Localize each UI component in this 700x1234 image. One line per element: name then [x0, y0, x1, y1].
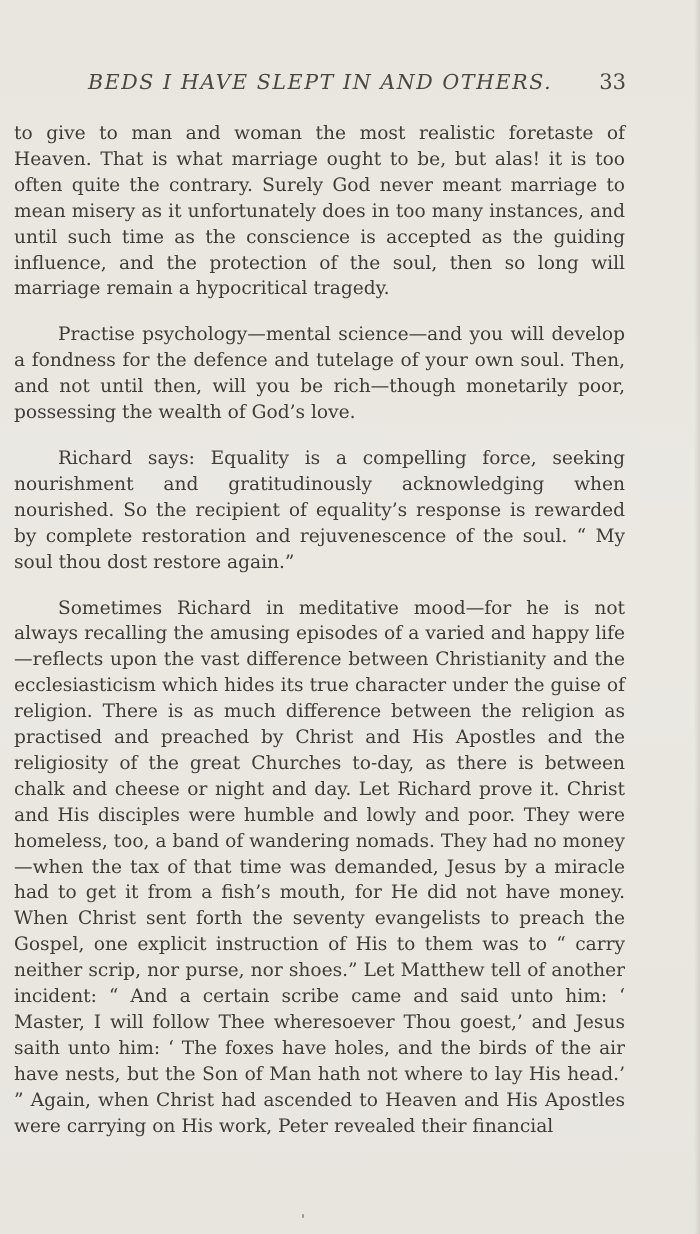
paper-speck — [302, 1214, 304, 1218]
page-edge-shadow — [694, 0, 700, 1234]
running-title: BEDS I HAVE SLEPT IN AND OTHERS. — [88, 70, 553, 94]
page-number: 33 — [599, 70, 626, 94]
body-text — [14, 121, 625, 1140]
running-head — [88, 70, 626, 100]
paragraph-christianity: Sometimes Richard in meditative mood—for he is not always recalling the amusing episodes of a varied and happy life—reflects upon the vast difference between Christianity and the ecclesiasticism which hides its true character under the guise of religion. There is as much difference between the religion as practised and preached by Christ and His Apostles and the religiosity of the great Churches to-day, as there is between chalk and cheese or night and day. Let Richard prove it. Christ and His disciples were humble and lowly and poor. They were homeless, too, a band of wandering nomads. They had no money—when the tax of that time was demanded, Jesus by a miracle had to get it from a fish’s mouth, for He did not have money. When Christ sent forth the seventy evangelists to preach the Gospel, one explicit instruction of His to them was to “ carry neither scrip, nor purse, nor shoes.” Let Matthew tell of another incident: “ And a certain scribe came and said unto him: ‘ Master, I will follow Thee wheresoever Thou goest,’ and Jesus saith unto him: ‘ The foxes have holes, and the birds of the air have nests, but the Son of Man hath not where to lay His head.’ ” Again, when Christ had ascended to Heaven and His Apostles were carrying on His work, Peter revealed their financial — [14, 597, 625, 1137]
paragraph-continued: to give to man and woman the most realistic foretaste of Heaven. That is what marriage ought to be, but alas! it is too often quite the contrary. Surely God never meant marriage to mean misery as it unfortunately does in too many instances, and until such time as the conscience is accepted as the guiding influence, and the protection of the soul, then so long will marriage remain a hypocritical tragedy. — [14, 123, 625, 300]
paragraph-equality: Richard says: Equality is a compelling force, seeking nourishment and gratitudinously acknowledging when nourished. So the recipient of equality’s response is rewarded by complete restoration and rejuvenescence of the soul. “ My soul thou dost restore again.” — [14, 447, 625, 573]
paragraph-psychology: Practise psychology—mental science—and you will develop a fondness for the defence and tutelage of your own soul. Then, and not until then, will you be rich—though monetarily poor, possessing the wealth of God’s love. — [14, 324, 625, 424]
